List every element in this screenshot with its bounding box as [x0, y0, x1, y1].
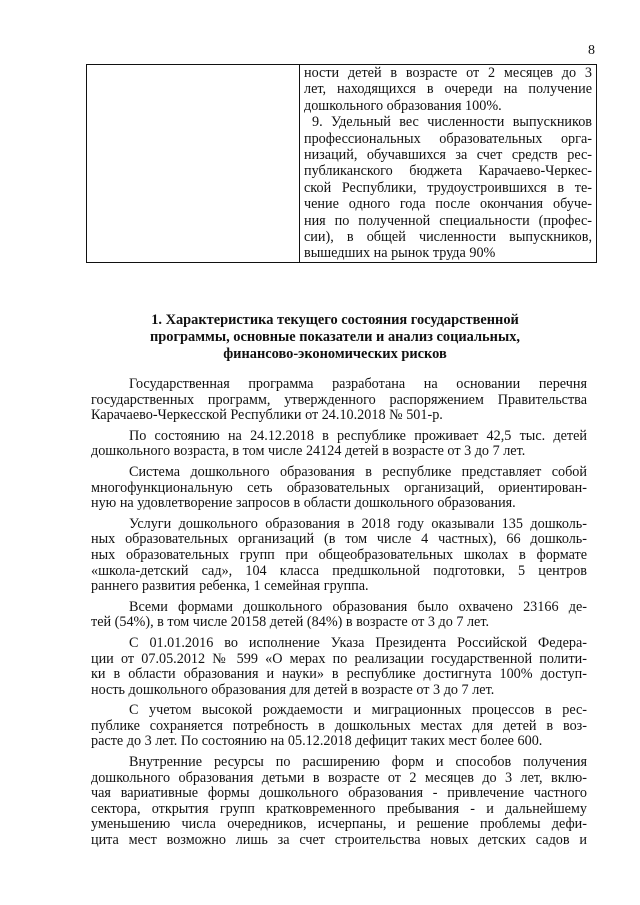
text-line: уменьшению числа очередников, исчерпаны, и решение проблемы дефи- — [91, 816, 587, 833]
text-line: ность дошкольного образования для детей в возрасте от 3 до 7 лет. — [91, 681, 495, 698]
table-cell-line: ния по полученной специальности (профес- — [304, 212, 592, 229]
table-cell-line: низаций, обучавшихся за счет средств рес- — [304, 147, 592, 164]
text-line: ки в области образования и науки» в республике достигнута 100% доступ- — [91, 666, 587, 683]
text-line: Услуги дошкольного образования в 2018 году оказывали 135 дошколь- — [129, 515, 587, 532]
text-line: дошкольного образования детьми в возрасте от 2 месяцев до 3 лет, вклю- — [91, 769, 587, 786]
table-cell-line: вышедших на рынок труда 90% — [304, 245, 496, 262]
text-line: сектора, открытия групп кратковременного пребывания - и дальнейшему — [91, 800, 587, 817]
table-cell-line: сии), в общей численности выпускников, — [304, 229, 592, 246]
table-right-cell — [300, 65, 597, 263]
text-line: публике сохраняется потребность в дошкольных местах для детей в воз- — [91, 717, 587, 734]
text-line: цита мест возможно лишь за счет строительства новых детских садов и — [91, 832, 587, 849]
text-line: государственных программ, утвержденного распоряжением Правительства — [91, 391, 587, 408]
table-cell-line: ности детей в возрасте от 2 месяцев до 3 — [304, 65, 592, 81]
paragraph — [91, 636, 587, 698]
page-number: 8 — [588, 43, 595, 58]
body-text — [91, 377, 587, 854]
table-cell-line: лет, находящихся в очереди на получение — [304, 81, 592, 98]
table-left-cell — [87, 65, 300, 263]
heading-line: 1. Характеристика текущего состояния государственной — [151, 312, 519, 328]
paragraph — [91, 600, 587, 631]
table-cell-line: чение одного года после окончания обуче- — [304, 196, 592, 213]
text-line: дошкольного возраста, в том числе 24124 детей в возрасте от 3 до 7 лет. — [91, 443, 526, 460]
text-line: Всеми формами дошкольного образования было охвачено 23166 де- — [129, 598, 587, 615]
table-cell-line: публиканского бюджета Карачаево-Черкес- — [304, 163, 592, 180]
text-line: С 01.01.2016 во исполнение Указа Президента Российской Федера- — [129, 634, 587, 651]
text-line: раннего развития ребенка, 1 семейная группа. — [91, 578, 369, 595]
paragraph — [91, 755, 587, 849]
section-heading — [120, 312, 550, 362]
heading-line: программы, основные показатели и анализ социальных, — [150, 328, 520, 345]
paragraph — [91, 429, 587, 460]
text-line: чая вариативные формы дошкольного образования - привлечение частного — [91, 785, 587, 802]
paragraph — [91, 465, 587, 512]
text-line: С учетом высокой рождаемости и миграционных процессов в рес- — [129, 702, 587, 719]
text-line: Государственная программа разработана на основании перечня — [129, 376, 587, 392]
text-line: многофункциональную сеть образовательных организаций, ориентирован- — [91, 479, 587, 496]
text-line: Система дошкольного образования в республике представляет собой — [129, 463, 587, 480]
text-line: ных образовательных групп при общеобразовательных школах в формате — [91, 546, 587, 563]
table-cell-line: ской Республики, трудоустроившихся в те- — [304, 179, 592, 196]
text-line: Внутренние ресурсы по расширению форм и способов получения — [129, 754, 587, 771]
text-line: расте до 3 лет. По состоянию на 05.12.2018 дефицит таких мест более 600. — [91, 733, 543, 750]
table-row — [87, 65, 597, 263]
table-cell-line: 9. Удельный вес численности выпускников — [312, 114, 592, 131]
indicators-table — [86, 64, 597, 263]
text-line: тей (54%), в том числе 20158 детей (84%) в возрасте от 3 до 7 лет. — [91, 614, 490, 631]
text-line: По состоянию на 24.12.2018 в республике проживает 42,5 тыс. детей — [129, 427, 587, 444]
paragraph — [91, 517, 587, 595]
text-line: «школа-детский сад», 104 класса предшкольной подготовки, 5 центров — [91, 562, 587, 579]
text-line: ции от 07.05.2012 № 599 «О мерах по реализации государственной полити- — [91, 650, 587, 667]
table-cell-line: дошкольного образования 100%. — [304, 97, 502, 114]
text-line: ных образовательных организаций (в том числе 4 частных), 66 дошколь- — [91, 531, 587, 548]
text-line: ную на удовлетворение запросов в области дошкольного образования. — [91, 495, 516, 512]
text-line: Карачаево-Черкесской Республики от 24.10.2018 № 501-р. — [91, 407, 443, 424]
table-cell-line: профессиональных образовательных орга- — [304, 130, 592, 147]
paragraph — [91, 377, 587, 424]
paragraph — [91, 703, 587, 750]
heading-line: финансово-экономических рисков — [223, 345, 447, 362]
